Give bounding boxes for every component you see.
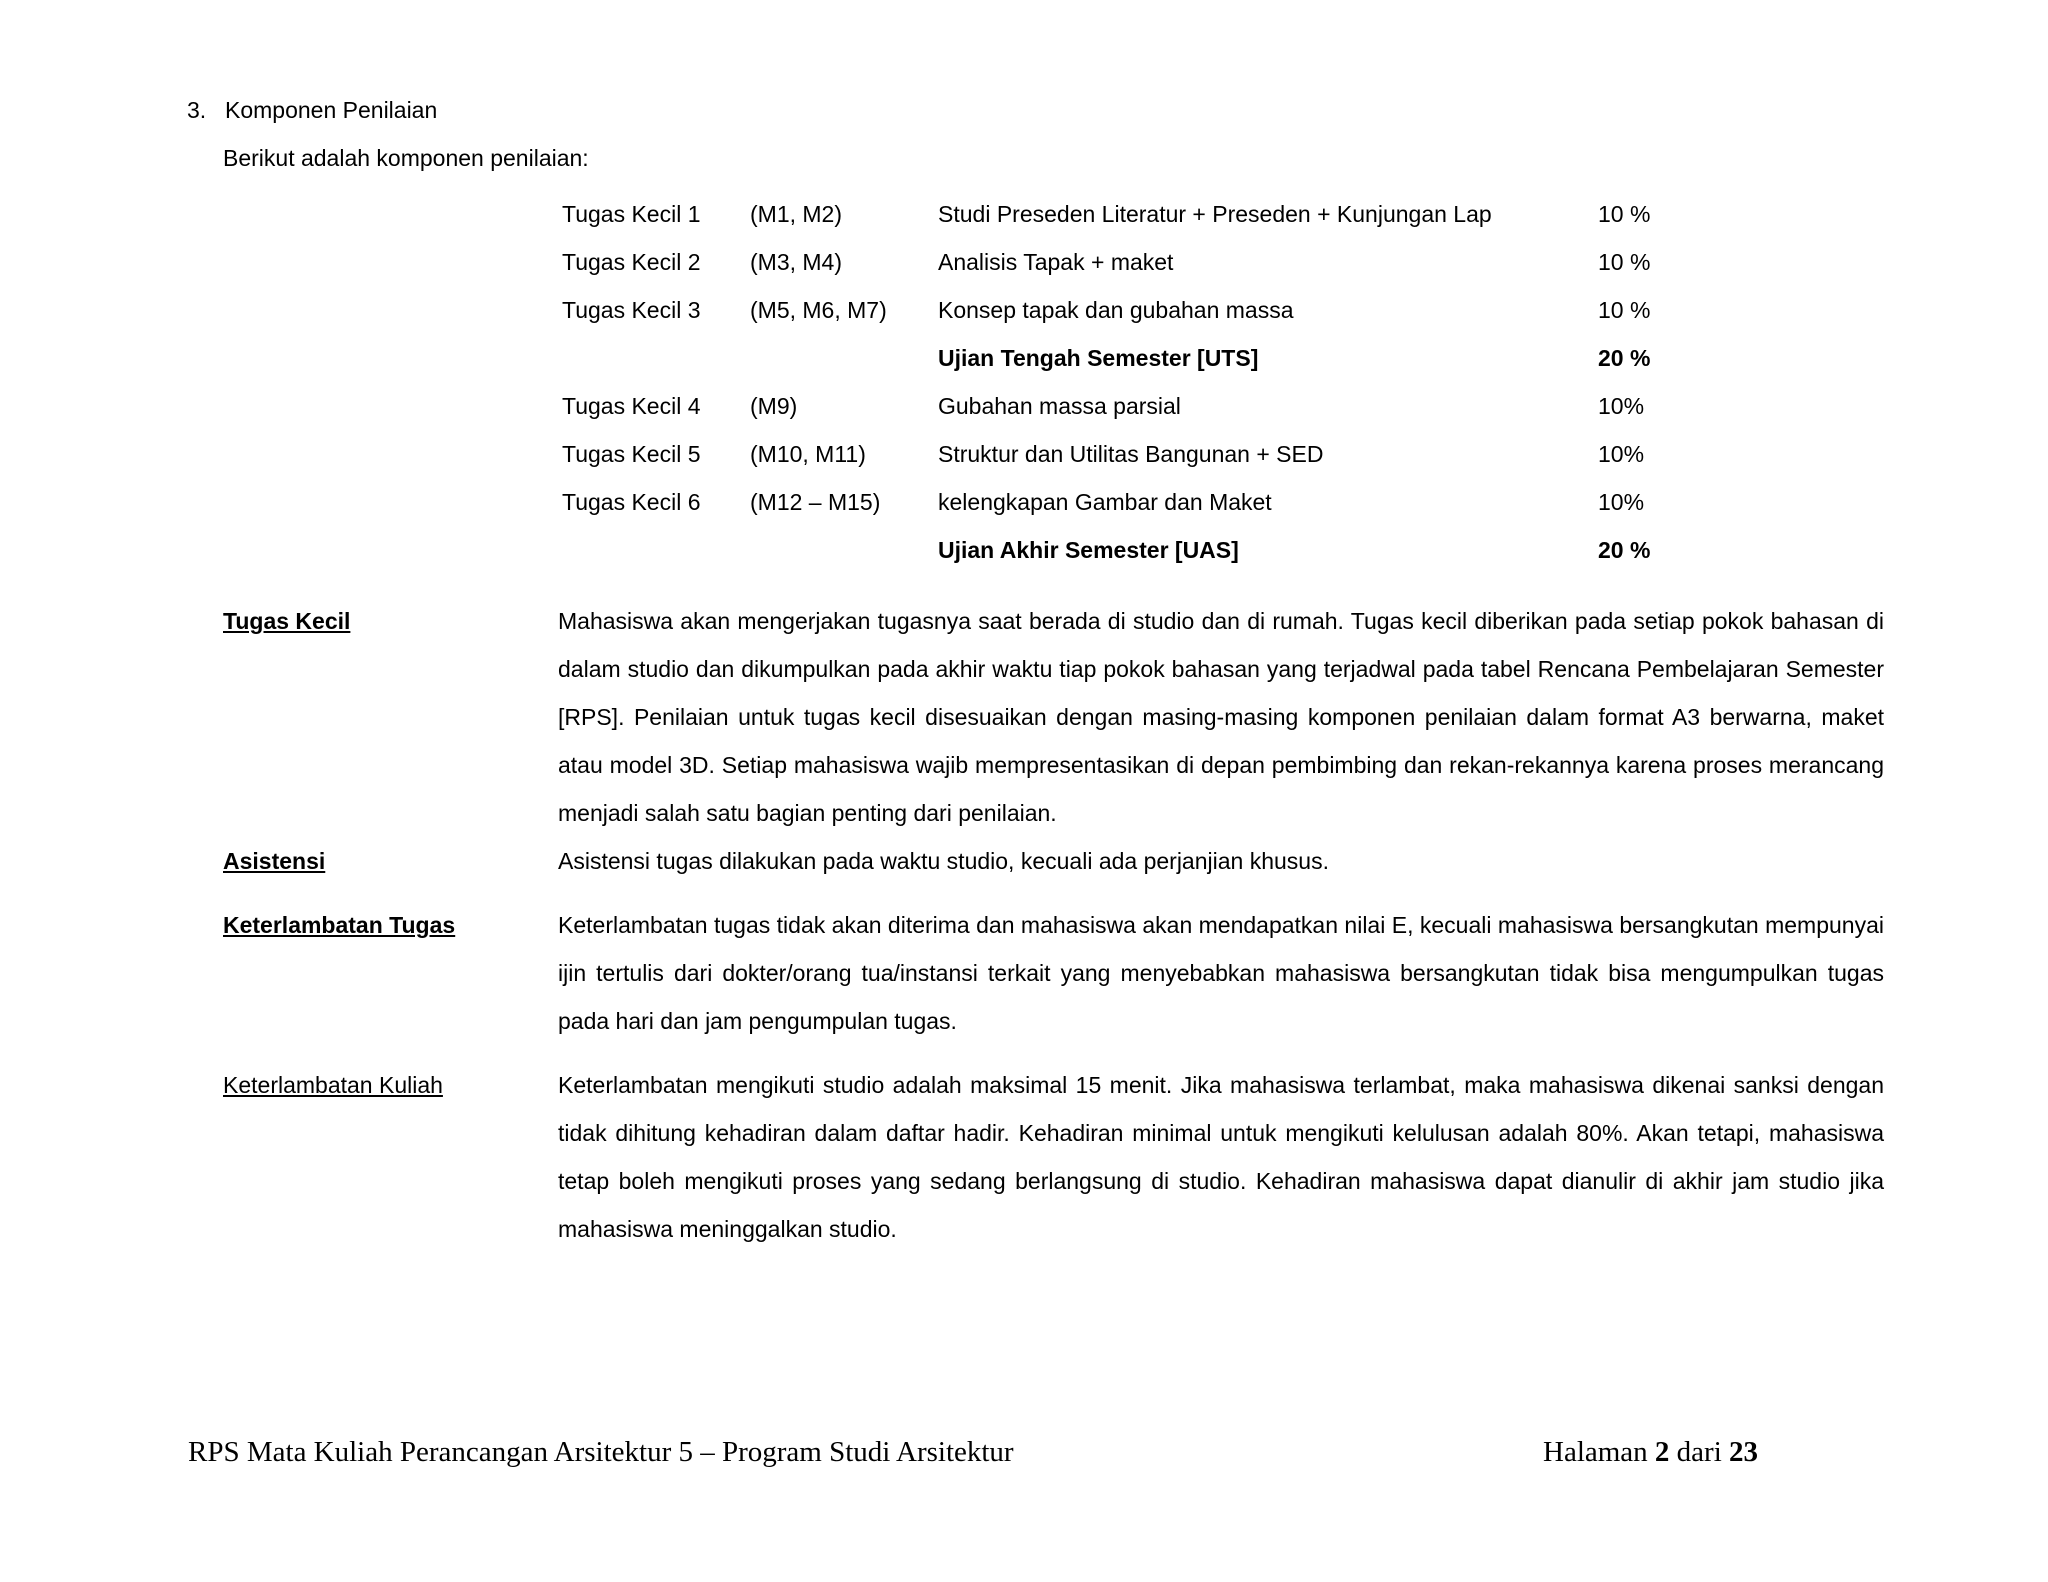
section-number: 3. [187, 97, 207, 123]
grading-table [562, 190, 1678, 574]
grading-meetings: (M3, M4) [750, 248, 842, 275]
grading-percentage: 10 % [1598, 296, 1651, 323]
term-keterlambatan-tugas: Keterlambatan Tugas [223, 912, 456, 938]
grading-row [562, 190, 1678, 238]
grading-meetings: (M5, M6, M7) [750, 296, 887, 323]
footer-page-of: dari [1676, 1436, 1722, 1468]
grading-percentage: 20 % [1598, 344, 1651, 371]
grading-task: Tugas Kecil 2 [562, 248, 701, 275]
grading-task [562, 334, 750, 382]
desc-tugas-kecil: Mahasiswa akan mengerjakan tugasnya saat berada di studio dan di rumah. Tugas kecil diberikan pada setiap pokok bahasan di dalam studio dan dikumpulkan pada akhir waktu tiap pokok bahasan yang terjadwal pada tabel Rencana Pembelajaran Semester [RPS]. Penilaian untuk tugas kecil disesuaikan dengan masing-masing komponen penilaian dalam format A3 berwarna, maket atau model 3D. Setiap mahasiswa wajib mempresentasikan di depan pembimbing dan rekan-rekannya karena proses merancang menjadi salah satu bagian penting dari penilaian. [558, 608, 1884, 826]
grading-task: Tugas Kecil 5 [562, 440, 701, 467]
desc-asistensi: Asistensi tugas dilakukan pada waktu studio, kecuali ada perjanjian khusus. [558, 848, 1329, 874]
footer-course-title: RPS Mata Kuliah Perancangan Arsitektur 5 – Program Studi Arsitektur [188, 1436, 1014, 1468]
footer-page-current: 2 [1654, 1436, 1670, 1468]
footer-page-word: Halaman [1543, 1436, 1648, 1468]
grading-description: Studi Preseden Literatur + Preseden + Kunjungan Lap [938, 200, 1492, 227]
term-keterlambatan-kuliah: Keterlambatan Kuliah [223, 1072, 443, 1098]
desc-keterlambatan-tugas: Keterlambatan tugas tidak akan diterima dan mahasiswa akan mendapatkan nilai E, kecuali mahasiswa bersangkutan mempunyai ijin tertulis dari dokter/orang tua/instansi terkait yang menyebabkan mahasiswa bersangkutan tidak bisa mengumpulkan tugas pada hari dan jam pengumpulan tugas. [558, 912, 1884, 1034]
grading-task: Tugas Kecil 6 [562, 488, 701, 515]
grading-percentage: 10% [1598, 392, 1645, 419]
grading-description: Ujian Tengah Semester [UTS] [938, 344, 1259, 371]
grading-meetings: (M9) [750, 392, 798, 419]
grading-row [562, 430, 1678, 478]
grading-description: Konsep tapak dan gubahan massa [938, 296, 1294, 323]
section-intro: Berikut adalah komponen penilaian: [223, 145, 589, 171]
grading-row [562, 238, 1678, 286]
grading-task: Tugas Kecil 1 [562, 200, 701, 227]
grading-row [562, 286, 1678, 334]
grading-description: Gubahan massa parsial [938, 392, 1181, 419]
section-title: Komponen Penilaian [225, 97, 438, 123]
grading-description: Ujian Akhir Semester [UAS] [938, 536, 1239, 563]
grading-row [562, 382, 1678, 430]
grading-meetings: (M10, M11) [750, 440, 866, 467]
grading-meetings [750, 526, 938, 574]
grading-task [562, 526, 750, 574]
footer-page-total: 23 [1729, 1436, 1759, 1468]
grading-meetings: (M1, M2) [750, 200, 842, 227]
term-asistensi: Asistensi [223, 848, 326, 874]
footer-page-number [1543, 1436, 1758, 1469]
grading-description: kelengkapan Gambar dan Maket [938, 488, 1272, 515]
grading-row [562, 526, 1678, 574]
grading-percentage: 10% [1598, 488, 1645, 515]
grading-task: Tugas Kecil 4 [562, 392, 701, 419]
grading-task: Tugas Kecil 3 [562, 296, 701, 323]
grading-meetings: (M12 – M15) [750, 488, 881, 515]
grading-percentage: 10% [1598, 440, 1645, 467]
desc-keterlambatan-kuliah: Keterlambatan mengikuti studio adalah maksimal 15 menit. Jika mahasiswa terlambat, maka mahasiswa dikenai sanksi dengan tidak dihitung kehadiran dalam daftar hadir. Kehadiran minimal untuk mengikuti kelulusan adalah 80%. Akan tetapi, mahasiswa tetap boleh mengikuti proses yang sedang berlangsung di studio. Kehadiran mahasiswa dapat dianulir di akhir jam studio jika mahasiswa meninggalkan studio. [558, 1072, 1884, 1242]
term-tugas-kecil: Tugas Kecil [223, 608, 351, 634]
grading-row [562, 334, 1678, 382]
grading-percentage: 20 % [1598, 536, 1651, 563]
grading-percentage: 10 % [1598, 200, 1651, 227]
grading-percentage: 10 % [1598, 248, 1651, 275]
grading-description: Struktur dan Utilitas Bangunan + SED [938, 440, 1324, 467]
grading-meetings [750, 334, 938, 382]
grading-row [562, 478, 1678, 526]
grading-description: Analisis Tapak + maket [938, 248, 1174, 275]
